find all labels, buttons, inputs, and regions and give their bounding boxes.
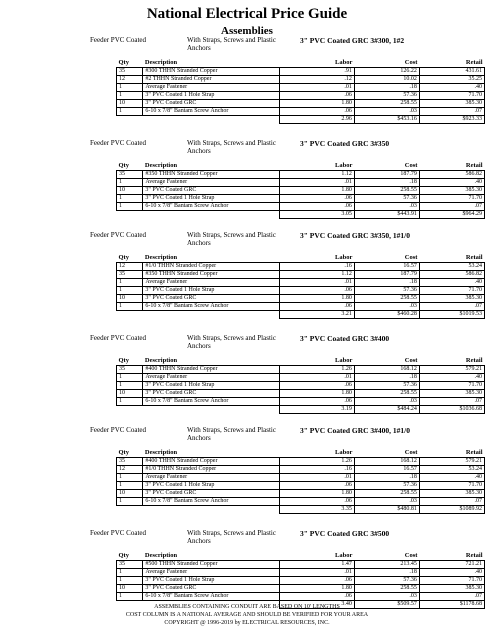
- table-cell: 1: [117, 374, 143, 382]
- assembly-section: [90, 231, 483, 319]
- table-cell: 187.79: [354, 171, 419, 179]
- feeder-type: Feeder PVC Coated: [90, 426, 146, 434]
- table-row: [117, 179, 485, 187]
- table-row: [117, 76, 485, 84]
- with-note: With Straps, Screws and Plastic Anchors: [187, 231, 276, 247]
- table-cell: 57.36: [354, 482, 419, 490]
- table-cell: 579.21: [419, 366, 484, 374]
- table-cell: .07: [419, 203, 484, 211]
- table-cell: .18: [354, 279, 419, 287]
- table-cell: 6-10 x 7/8" Bantam Screw Anchor: [143, 108, 279, 116]
- table-cell: .03: [354, 108, 419, 116]
- assembly-table: [116, 551, 485, 609]
- feeder-type: Feeder PVC Coated: [90, 334, 146, 342]
- table-cell: 10: [117, 187, 143, 195]
- table-cell: .01: [279, 179, 354, 187]
- total-cost: $484.24: [354, 406, 419, 414]
- table-cell: 385.30: [419, 187, 484, 195]
- table-cell: 35: [117, 171, 143, 179]
- table-cell: 1.80: [279, 490, 354, 498]
- table-cell: .06: [279, 303, 354, 311]
- assembly-title: 3" PVC Coated GRC 3#400, 1#1/0: [300, 426, 410, 435]
- footer-line: COPYRIGHT @ 1996-2019 by ELECTRICAL RESOURCES, INC.: [164, 620, 330, 626]
- total-retail: $1036.68: [419, 406, 484, 414]
- table-row: [117, 195, 485, 203]
- table-cell: 71.70: [419, 287, 484, 295]
- table-cell: 16.57: [354, 263, 419, 271]
- table-cell: .06: [279, 382, 354, 390]
- table-cell: 12: [117, 76, 143, 84]
- col-cost: Cost: [354, 448, 419, 458]
- col-cost: Cost: [354, 58, 419, 68]
- table-cell: .16: [279, 263, 354, 271]
- table-cell: .01: [279, 374, 354, 382]
- page-title: National Electrical Price Guide: [146, 6, 348, 22]
- table-row: [117, 585, 485, 593]
- col-retail: Retail: [419, 161, 484, 171]
- feeder-type: Feeder PVC Coated: [90, 231, 146, 239]
- total-labor: 3.40: [279, 601, 354, 609]
- table-cell: 385.30: [419, 490, 484, 498]
- col-labor: Labor: [279, 58, 354, 68]
- total-row: [117, 116, 485, 124]
- table-cell: 71.70: [419, 195, 484, 203]
- total-retail: $1019.53: [419, 311, 484, 319]
- table-cell: 258.55: [354, 585, 419, 593]
- table-cell: 10: [117, 585, 143, 593]
- table-cell: 3" PVC Coated 1 Hole Strap: [143, 92, 279, 100]
- table-row: [117, 390, 485, 398]
- col-retail: Retail: [419, 356, 484, 366]
- assembly-table: [116, 253, 485, 319]
- table-cell: .16: [279, 466, 354, 474]
- table-cell: 35: [117, 366, 143, 374]
- table-row: [117, 366, 485, 374]
- table-cell: 1: [117, 482, 143, 490]
- table-cell: 168.12: [354, 458, 419, 466]
- table-row: [117, 561, 485, 569]
- assembly-title: 3" PVC Coated GRC 3#350: [300, 139, 390, 148]
- table-cell: .40: [419, 374, 484, 382]
- total-cost: $443.91: [354, 211, 419, 219]
- table-row: [117, 374, 485, 382]
- table-cell: 1: [117, 195, 143, 203]
- table-row: [117, 482, 485, 490]
- assembly-table: [116, 356, 485, 414]
- total-retail: $1089.92: [419, 506, 484, 514]
- table-cell: Average Fastener: [143, 279, 279, 287]
- assembly-section: [90, 426, 483, 514]
- section-header: [90, 334, 460, 356]
- table-cell: #350 THHN Stranded Copper: [143, 271, 279, 279]
- table-row: [117, 279, 485, 287]
- table-cell: 1: [117, 498, 143, 506]
- with-note: With Straps, Screws and Plastic Anchors: [187, 334, 276, 350]
- table-cell: 1: [117, 398, 143, 406]
- total-labor: 2.96: [279, 116, 354, 124]
- table-cell: 3" PVC Coated 1 Hole Strap: [143, 382, 279, 390]
- assembly-title: 3" PVC Coated GRC 3#400: [300, 334, 390, 343]
- table-cell: .06: [279, 287, 354, 295]
- table-cell: .07: [419, 593, 484, 601]
- table-cell: 258.55: [354, 390, 419, 398]
- table-cell: 1: [117, 287, 143, 295]
- col-qty: Qty: [117, 161, 143, 171]
- table-cell: 57.36: [354, 577, 419, 585]
- assembly-section: [90, 334, 483, 414]
- table-row: [117, 171, 485, 179]
- assembly-table: [116, 161, 485, 219]
- col-labor: Labor: [279, 356, 354, 366]
- table-row: [117, 593, 485, 601]
- table-cell: 1: [117, 92, 143, 100]
- assembly-table: [116, 448, 485, 514]
- col-description: Description: [143, 448, 279, 458]
- table-cell: 1: [117, 108, 143, 116]
- table-cell: 258.55: [354, 100, 419, 108]
- footer-line: COST COLUMN IS A NATIONAL AVERAGE AND SHOULD BE VERIFIED FOR YOUR AREA: [125, 612, 369, 618]
- table-row: [117, 466, 485, 474]
- table-row: [117, 100, 485, 108]
- table-cell: #1/0 THHN Stranded Copper: [143, 263, 279, 271]
- table-cell: .01: [279, 279, 354, 287]
- col-qty: Qty: [117, 356, 143, 366]
- col-labor: Labor: [279, 448, 354, 458]
- table-cell: 3" PVC Coated 1 Hole Strap: [143, 482, 279, 490]
- table-cell: 385.30: [419, 100, 484, 108]
- total-retail: $964.29: [419, 211, 484, 219]
- table-cell: .07: [419, 498, 484, 506]
- table-cell: 10: [117, 490, 143, 498]
- table-row: [117, 295, 485, 303]
- table-row: [117, 187, 485, 195]
- assembly-title: 3" PVC Coated GRC 3#300, 1#2: [300, 36, 405, 45]
- table-cell: 586.82: [419, 271, 484, 279]
- col-description: Description: [143, 551, 279, 561]
- table-cell: #500 THHN Stranded Copper: [143, 561, 279, 569]
- table-cell: 126.22: [354, 68, 419, 76]
- table-cell: .06: [279, 482, 354, 490]
- table-cell: 57.36: [354, 287, 419, 295]
- table-cell: 57.36: [354, 195, 419, 203]
- table-cell: 1.47: [279, 561, 354, 569]
- table-cell: 35: [117, 561, 143, 569]
- section-header: [90, 231, 460, 253]
- with-note: With Straps, Screws and Plastic Anchors: [187, 529, 276, 545]
- assembly-title: 3" PVC Coated GRC 3#350, 1#1/0: [300, 231, 410, 240]
- feeder-type: Feeder PVC Coated: [90, 36, 146, 44]
- table-cell: 579.21: [419, 458, 484, 466]
- assembly-section: [90, 529, 483, 609]
- table-row: [117, 108, 485, 116]
- table-cell: 1: [117, 303, 143, 311]
- table-cell: 35: [117, 458, 143, 466]
- table-cell: 3" PVC Coated GRC: [143, 187, 279, 195]
- table-cell: .06: [279, 92, 354, 100]
- section-header: [90, 36, 460, 58]
- table-cell: 71.70: [419, 382, 484, 390]
- table-cell: .07: [419, 108, 484, 116]
- table-cell: .06: [279, 498, 354, 506]
- footer: [0, 603, 494, 627]
- table-cell: .91: [279, 68, 354, 76]
- table-cell: 57.36: [354, 382, 419, 390]
- table-cell: 1.26: [279, 458, 354, 466]
- table-cell: #300 THHN Stranded Copper: [143, 68, 279, 76]
- table-cell: .03: [354, 398, 419, 406]
- table-cell: .40: [419, 279, 484, 287]
- col-qty: Qty: [117, 253, 143, 263]
- total-cost: $480.81: [354, 506, 419, 514]
- with-note: With Straps, Screws and Plastic Anchors: [187, 426, 276, 442]
- col-description: Description: [143, 253, 279, 263]
- col-retail: Retail: [419, 58, 484, 68]
- table-cell: .07: [419, 303, 484, 311]
- total-cost: $509.57: [354, 601, 419, 609]
- table-cell: .01: [279, 84, 354, 92]
- with-note: With Straps, Screws and Plastic Anchors: [187, 36, 276, 52]
- total-labor: 3.35: [279, 506, 354, 514]
- table-cell: 1.26: [279, 366, 354, 374]
- table-cell: .06: [279, 195, 354, 203]
- table-cell: .03: [354, 498, 419, 506]
- table-row: [117, 577, 485, 585]
- table-cell: 3" PVC Coated GRC: [143, 490, 279, 498]
- table-row: [117, 458, 485, 466]
- table-cell: 168.12: [354, 366, 419, 374]
- table-row: [117, 68, 485, 76]
- table-cell: 10.02: [354, 76, 419, 84]
- table-cell: 6-10 x 7/8" Bantam Screw Anchor: [143, 303, 279, 311]
- table-cell: .18: [354, 474, 419, 482]
- section-header: [90, 139, 460, 161]
- table-cell: Average Fastener: [143, 374, 279, 382]
- table-cell: .07: [419, 398, 484, 406]
- table-cell: 57.36: [354, 92, 419, 100]
- table-cell: 1.80: [279, 390, 354, 398]
- table-cell: 1: [117, 382, 143, 390]
- table-cell: .06: [279, 108, 354, 116]
- col-qty: Qty: [117, 551, 143, 561]
- table-cell: 586.82: [419, 171, 484, 179]
- table-cell: .18: [354, 84, 419, 92]
- table-cell: 71.70: [419, 482, 484, 490]
- table-cell: .40: [419, 474, 484, 482]
- assembly-title: 3" PVC Coated GRC 3#500: [300, 529, 390, 538]
- page-subtitle: Assemblies: [221, 25, 273, 37]
- total-labor: 3.19: [279, 406, 354, 414]
- table-cell: 6-10 x 7/8" Bantam Screw Anchor: [143, 593, 279, 601]
- assembly-section: [90, 139, 483, 219]
- table-cell: 10: [117, 390, 143, 398]
- table-cell: 3" PVC Coated GRC: [143, 295, 279, 303]
- table-cell: 12: [117, 466, 143, 474]
- table-row: [117, 287, 485, 295]
- table-cell: .12: [279, 76, 354, 84]
- table-cell: 1.80: [279, 100, 354, 108]
- col-qty: Qty: [117, 448, 143, 458]
- table-cell: .03: [354, 593, 419, 601]
- table-row: [117, 303, 485, 311]
- table-cell: .40: [419, 84, 484, 92]
- table-cell: 187.79: [354, 271, 419, 279]
- table-cell: #350 THHN Stranded Copper: [143, 171, 279, 179]
- table-cell: 1.80: [279, 295, 354, 303]
- table-cell: 3" PVC Coated 1 Hole Strap: [143, 287, 279, 295]
- total-retail: $1178.68: [419, 601, 484, 609]
- table-cell: 53.24: [419, 466, 484, 474]
- table-cell: #2 THHN Stranded Copper: [143, 76, 279, 84]
- table-cell: 71.70: [419, 92, 484, 100]
- table-cell: #400 THHN Stranded Copper: [143, 458, 279, 466]
- table-row: [117, 498, 485, 506]
- with-note: With Straps, Screws and Plastic Anchors: [187, 139, 276, 155]
- total-cost: $453.16: [354, 116, 419, 124]
- table-cell: 1: [117, 203, 143, 211]
- table-cell: .01: [279, 569, 354, 577]
- table-cell: 12: [117, 263, 143, 271]
- col-cost: Cost: [354, 551, 419, 561]
- table-cell: 3" PVC Coated 1 Hole Strap: [143, 577, 279, 585]
- table-cell: 53.24: [419, 263, 484, 271]
- table-cell: .01: [279, 474, 354, 482]
- col-labor: Labor: [279, 253, 354, 263]
- col-qty: Qty: [117, 58, 143, 68]
- col-retail: Retail: [419, 253, 484, 263]
- feeder-type: Feeder PVC Coated: [90, 529, 146, 537]
- table-cell: 3" PVC Coated GRC: [143, 100, 279, 108]
- total-retail: $923.33: [419, 116, 484, 124]
- col-labor: Labor: [279, 551, 354, 561]
- total-row: [117, 211, 485, 219]
- table-row: [117, 263, 485, 271]
- table-cell: .06: [279, 398, 354, 406]
- table-cell: 1: [117, 474, 143, 482]
- table-cell: 1: [117, 84, 143, 92]
- table-cell: 6-10 x 7/8" Bantam Screw Anchor: [143, 203, 279, 211]
- table-cell: .06: [279, 593, 354, 601]
- table-cell: .18: [354, 179, 419, 187]
- table-row: [117, 92, 485, 100]
- table-cell: .18: [354, 569, 419, 577]
- table-cell: Average Fastener: [143, 179, 279, 187]
- col-retail: Retail: [419, 448, 484, 458]
- table-cell: 16.57: [354, 466, 419, 474]
- table-cell: 35: [117, 68, 143, 76]
- table-cell: #1/0 THHN Stranded Copper: [143, 466, 279, 474]
- table-cell: 258.55: [354, 187, 419, 195]
- table-row: [117, 84, 485, 92]
- table-row: [117, 569, 485, 577]
- col-cost: Cost: [354, 356, 419, 366]
- col-description: Description: [143, 161, 279, 171]
- table-cell: 6-10 x 7/8" Bantam Screw Anchor: [143, 398, 279, 406]
- table-cell: 385.30: [419, 390, 484, 398]
- table-cell: 721.21: [419, 561, 484, 569]
- table-cell: 1.80: [279, 187, 354, 195]
- table-cell: Average Fastener: [143, 474, 279, 482]
- table-cell: 258.55: [354, 490, 419, 498]
- table-cell: 1: [117, 577, 143, 585]
- table-cell: 10: [117, 295, 143, 303]
- table-cell: 1: [117, 279, 143, 287]
- table-row: [117, 490, 485, 498]
- col-labor: Labor: [279, 161, 354, 171]
- feeder-type: Feeder PVC Coated: [90, 139, 146, 147]
- table-cell: 3" PVC Coated GRC: [143, 390, 279, 398]
- col-cost: Cost: [354, 161, 419, 171]
- table-cell: .06: [279, 577, 354, 585]
- table-cell: 385.30: [419, 585, 484, 593]
- table-cell: 1: [117, 179, 143, 187]
- table-cell: 431.61: [419, 68, 484, 76]
- col-description: Description: [143, 58, 279, 68]
- total-row: [117, 311, 485, 319]
- footer-line: ASSEMBLIES CONTAINING CONDUIT ARE BASED ON 10' LENGTHS: [154, 604, 340, 610]
- table-cell: .06: [279, 203, 354, 211]
- table-cell: 3" PVC Coated GRC: [143, 585, 279, 593]
- col-retail: Retail: [419, 551, 484, 561]
- total-labor: 3.21: [279, 311, 354, 319]
- table-cell: 1.12: [279, 171, 354, 179]
- table-cell: 385.30: [419, 295, 484, 303]
- table-cell: .40: [419, 179, 484, 187]
- table-cell: 258.55: [354, 295, 419, 303]
- section-header: [90, 426, 460, 448]
- total-row: [117, 506, 485, 514]
- table-row: [117, 271, 485, 279]
- table-row: [117, 382, 485, 390]
- section-header: [90, 529, 460, 551]
- table-cell: .03: [354, 303, 419, 311]
- col-description: Description: [143, 356, 279, 366]
- table-row: [117, 203, 485, 211]
- table-cell: Average Fastener: [143, 84, 279, 92]
- col-cost: Cost: [354, 253, 419, 263]
- assembly-section: [90, 36, 483, 124]
- table-cell: 1.80: [279, 585, 354, 593]
- table-cell: 3" PVC Coated 1 Hole Strap: [143, 195, 279, 203]
- assembly-table: [116, 58, 485, 124]
- total-labor: 3.05: [279, 211, 354, 219]
- table-cell: 1: [117, 569, 143, 577]
- table-cell: 1: [117, 593, 143, 601]
- table-cell: Average Fastener: [143, 569, 279, 577]
- total-row: [117, 406, 485, 414]
- total-cost: $460.28: [354, 311, 419, 319]
- table-cell: .03: [354, 203, 419, 211]
- table-cell: 35.25: [419, 76, 484, 84]
- table-cell: 10: [117, 100, 143, 108]
- table-cell: .18: [354, 374, 419, 382]
- table-cell: 6-10 x 7/8" Bantam Screw Anchor: [143, 498, 279, 506]
- table-cell: 35: [117, 271, 143, 279]
- table-cell: 71.70: [419, 577, 484, 585]
- table-row: [117, 398, 485, 406]
- table-cell: .40: [419, 569, 484, 577]
- table-cell: 213.45: [354, 561, 419, 569]
- table-row: [117, 474, 485, 482]
- table-cell: #400 THHN Stranded Copper: [143, 366, 279, 374]
- table-cell: 1.12: [279, 271, 354, 279]
